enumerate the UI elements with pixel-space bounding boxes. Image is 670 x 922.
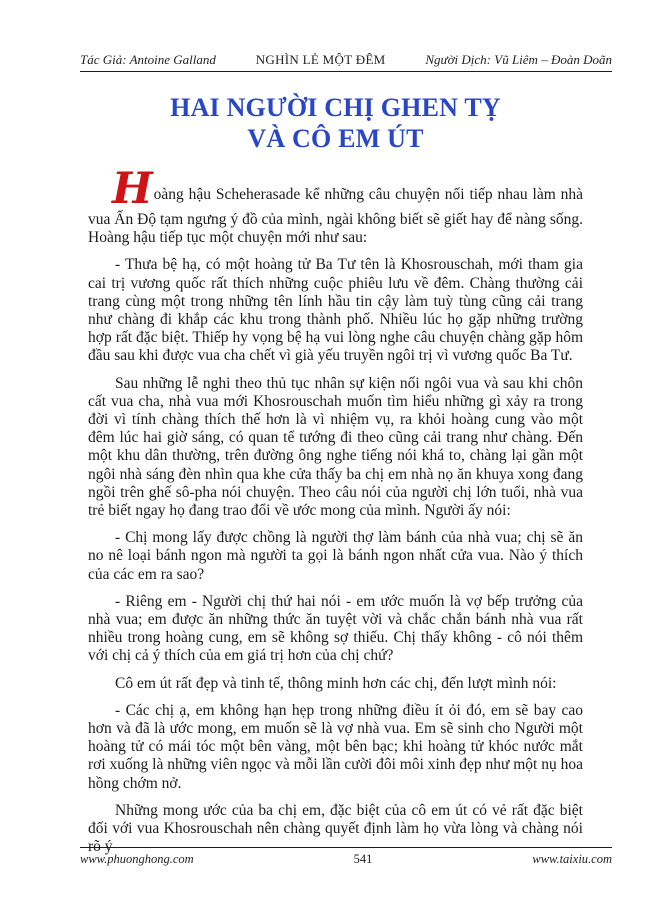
paragraph: Những mong ước của ba chị em, đặc biệt của cô em út có vẻ rất đặc biệt đối với vua Khosrouschah nên chàng quyết định làm họ vừa lòng và chàng nói rõ ý [88, 801, 583, 856]
paragraph: Cô em út rất đẹp và tinh tế, thông minh hơn các chị, đến lượt mình nói: [115, 674, 557, 692]
chapter-title-line1: HAI NGƯỜI CHỊ GHEN TỴ [170, 93, 501, 122]
header-author: Tác Giả: Antoine Galland [80, 52, 216, 67]
chapter-title-line2: VÀ CÔ EM ÚT [247, 124, 424, 153]
paragraph: - Các chị ạ, em không hạn hẹp trong những điều ít ỏi đó, em sẽ bay cao hơn và đã là ước mong, em muốn sẽ là vợ nhà vua. Em sẽ sinh cho Người một hoàng tử có mái tóc một bên vàng, một bên bạc; khi hoàng tử khóc nước mắt rơi xuống là những viên ngọc và mỗi lần cười đôi môi xinh đẹp như một nụ hoa hồng chớm nở. [88, 701, 583, 792]
paragraph: - Riêng em - Người chị thứ hai nói - em ước muốn là vợ bếp trưởng của nhà vua; em được ăn những thức ăn tuyệt vời và chắc chắn bánh nhà vua rất nhiều trong hoàng cung, em sẽ không sợ thiếu. Chị thấy không - cô nói thêm với chị cả ý thích của em giá trị hơn của chị chứ? [88, 592, 583, 665]
header-book-title: NGHÌN LẺ MỘT ĐÊM [255, 52, 386, 67]
header-translator: Người Dịch: Vũ Liêm – Đoàn Doãn [425, 52, 612, 67]
paragraph: - Chị mong lấy được chồng là người thợ làm bánh của nhà vua; chị sẽ ăn no nê loại bánh ngon mà người ta gọi là bánh ngon nhất cửa vua. Nào ý thích của các em ra sao? [88, 529, 583, 583]
footer-page-number: 541 [353, 852, 373, 866]
chapter-title [88, 92, 583, 154]
paragraph-opening [88, 164, 583, 247]
footer-left-url: www.phuonghong.com [80, 852, 194, 866]
page-footer [80, 847, 612, 867]
paragraph: Sau những lễ nghi theo thủ tục nhân sự kiện nối ngôi vua và sau khi chôn cất vua cha, nhà vua mới Khosrouschah muốn tìm hiểu những gì xảy ra trong đời vì tính chàng thích thế hơn là vì nhiệm vụ, ra khỏi hoàng cung vào một đêm lúc hai giờ sáng, có quan tể tướng đi theo cũng cải trang như chàng. Đến một khu dân thường, trên đường ông nghe tiếng nói khá to, chàng lại gần một ngôi nhà sáng đèn nhìn qua khe cửa thấy ba chị em nhà nọ ăn khuya xong đang ngồi trên ghế sô-pha nói chuyện. Theo câu nói của người chị lớn tuổi, nhà vua trẻ biết ngay họ đang trao đổi về ước mong của mình. Người ấy nói: [88, 374, 583, 520]
footer-right-url: www.taixiu.com [532, 852, 612, 866]
page-header [80, 52, 612, 72]
paragraph-opening-text: oàng hậu Scheherasade kể những câu chuyện nối tiếp nhau làm nhà vua Ấn Độ tạm ngưng ý đồ của mình, ngài không biết sẽ giết hay để nàng sống. Hoàng hậu tiếp tục một chuyện mới như sau: [88, 186, 583, 247]
paragraph: - Thưa bệ hạ, có một hoàng tử Ba Tư tên là Khosrouschah, mới tham gia cai trị vương quốc rất thích những cuộc phiêu lưu về đêm. Chàng thường cải trang cùng một trong những tên lính hầu tin cậy làm tuỳ tùng cũng cải trang như chàng đi khắp các khu trong thành phố. Nhiều lúc họ gặp những trường hợp rất đặc biệt. Thiếp hy vọng bệ hạ vui lòng nghe câu chuyện chàng gặp hôm đầu sau khi được vua cha chết vì già yếu truyền ngôi trị vì vương quốc Ba Tư. [88, 256, 583, 365]
drop-cap-letter: H [112, 164, 151, 214]
story-body [88, 158, 583, 857]
